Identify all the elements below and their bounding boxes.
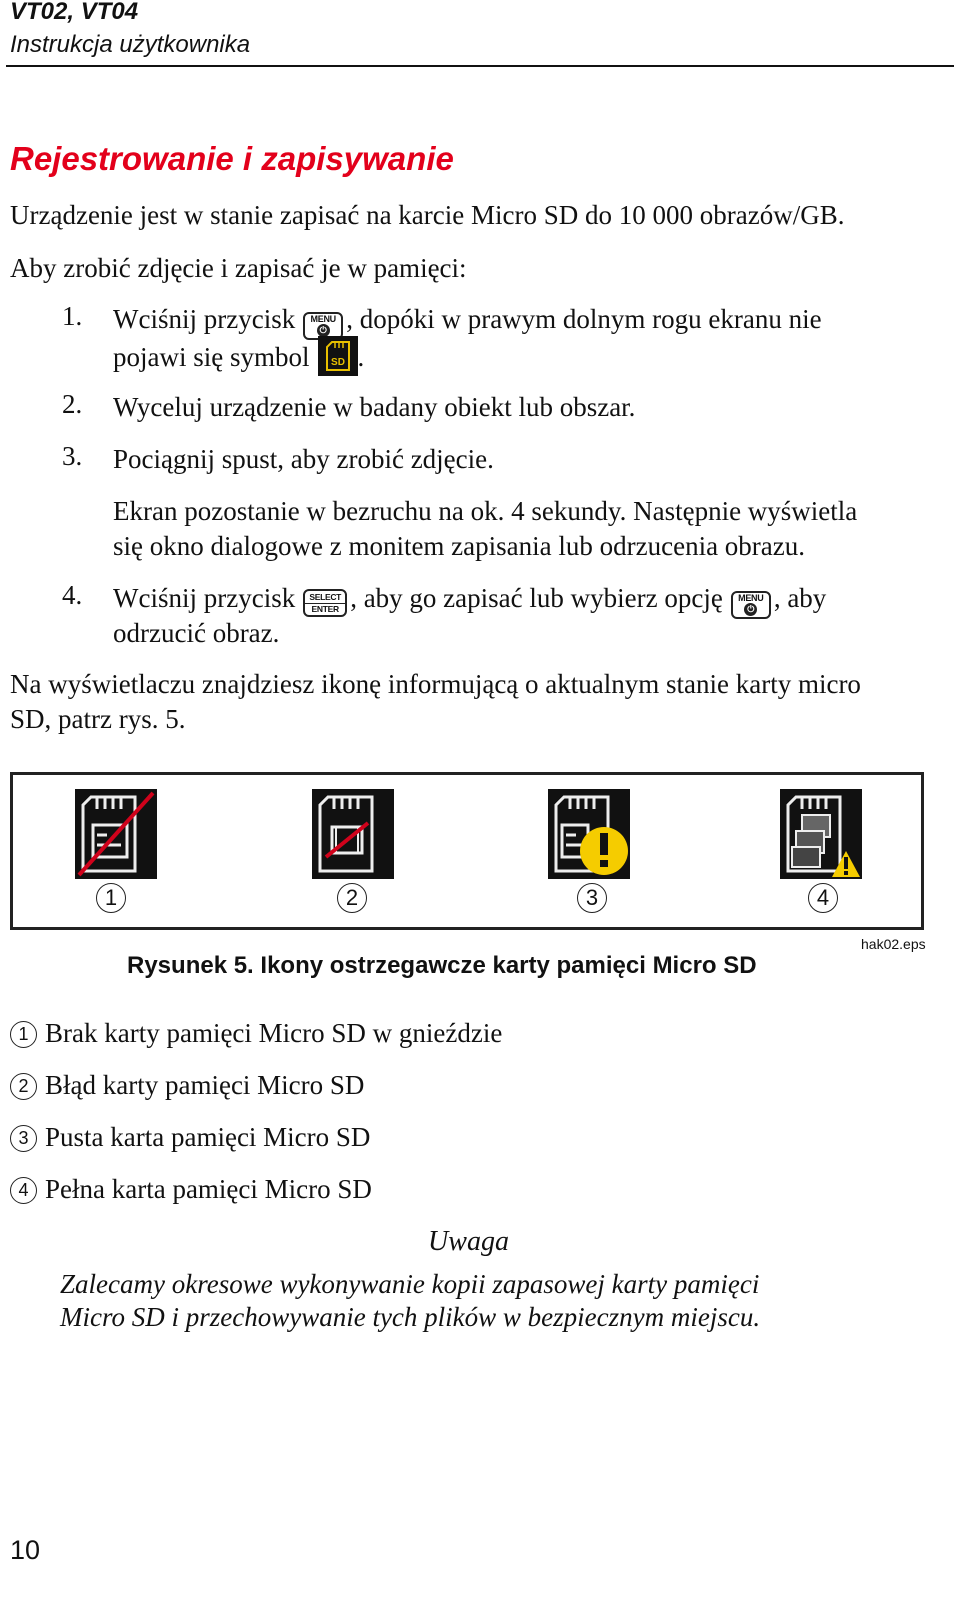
sd-card-error-icon [312, 789, 394, 879]
step-1-line-1 [113, 301, 822, 340]
figure-callout-3: 3 [577, 883, 607, 913]
figure-callout-4: 4 [808, 883, 838, 913]
legend-text-3: Pusta karta pamięci Micro SD [45, 1122, 371, 1152]
step-3-extra-1: Ekran pozostanie w bezruchu na ok. 4 sekundy. Następnie wyświetla [113, 496, 858, 526]
sd-card-symbol-icon [318, 336, 358, 376]
step-1-number: 1. [62, 301, 83, 331]
step-4-text-d: odrzucić obraz. [113, 618, 280, 648]
step-2-text: Wyceluj urządzenie w badany obiekt lub obszar. [113, 392, 636, 422]
legend-text-1: Brak karty pamięci Micro SD w gnieździe [45, 1018, 503, 1048]
after-steps-line-1: Na wyświetlaczu znajdziesz ikonę informującą o aktualnym stanie karty micro [10, 669, 861, 699]
step-1-line-2 [113, 336, 364, 376]
step-2-number: 2. [62, 389, 83, 419]
figure-frame [10, 772, 924, 930]
sd-card-full-icon [780, 789, 862, 879]
figure-file-label: hak02.eps [861, 936, 926, 952]
step-1-text-c: pojawi się symbol [113, 342, 310, 372]
step-4-text-a: Wciśnij przycisk [113, 583, 296, 613]
select-enter-key-icon: SELECT ENTER [303, 589, 347, 617]
figure-callout-2: 2 [337, 883, 367, 913]
legend-number-3: 3 [10, 1125, 37, 1152]
menu-key-icon-2: MENU ⏻ [731, 591, 771, 619]
section-title: Rejestrowanie i zapisywanie [10, 140, 454, 177]
header-rule [6, 65, 954, 67]
step-3-extra-2: się okno dialogowe z monitem zapisania lub odrzucenia obrazu. [113, 531, 806, 561]
header-subtitle: Instrukcja użytkownika [10, 31, 251, 58]
legend-number-2: 2 [10, 1073, 37, 1100]
step-4-text-b: , aby go zapisać lub wybierz opcję [350, 583, 723, 613]
step-3-text: Pociągnij spust, aby zrobić zdjęcie. [113, 444, 494, 474]
header-model: VT02, VT04 [10, 0, 139, 25]
svg-text:SD: SD [330, 357, 345, 368]
intro-paragraph-2: Aby zrobić zdjęcie i zapisać je w pamięci: [10, 253, 467, 283]
legend-text-4: Pełna karta pamięci Micro SD [45, 1174, 372, 1204]
step-3-number: 3. [62, 441, 83, 471]
note-line-1: Zalecamy okresowe wykonywanie kopii zapasowej karty pamięci [60, 1269, 760, 1299]
page-number: 10 [10, 1535, 41, 1565]
step-1-text-d: . [357, 342, 365, 372]
no-sd-card-icon [75, 789, 157, 879]
step-4-number: 4. [62, 580, 83, 610]
figure-caption: Rysunek 5. Ikony ostrzegawcze karty pamięci Micro SD [127, 952, 757, 979]
figure-callout-1: 1 [96, 883, 126, 913]
menu-key-icon: MENU ⏻ [303, 312, 343, 340]
step-1-text-b: , dopóki w prawym dolnym rogu ekranu nie [346, 304, 822, 334]
note-line-2: Micro SD i przechowywanie tych plików w bezpiecznym miejscu. [60, 1302, 761, 1332]
legend-text-2: Błąd karty pamięci Micro SD [45, 1070, 365, 1100]
step-4-line-1 [113, 580, 826, 619]
after-steps-line-2: SD, patrz rys. 5. [10, 704, 186, 734]
sd-card-empty-icon [548, 789, 630, 879]
step-1-text-a: Wciśnij przycisk [113, 304, 296, 334]
step-4-text-c: , aby [773, 583, 827, 613]
intro-paragraph-1: Urządzenie jest w stanie zapisać na karcie Micro SD do 10 000 obrazów/GB. [10, 200, 845, 230]
legend-number-1: 1 [10, 1021, 37, 1048]
note-heading: Uwaga [428, 1226, 509, 1257]
legend-number-4: 4 [10, 1177, 37, 1204]
